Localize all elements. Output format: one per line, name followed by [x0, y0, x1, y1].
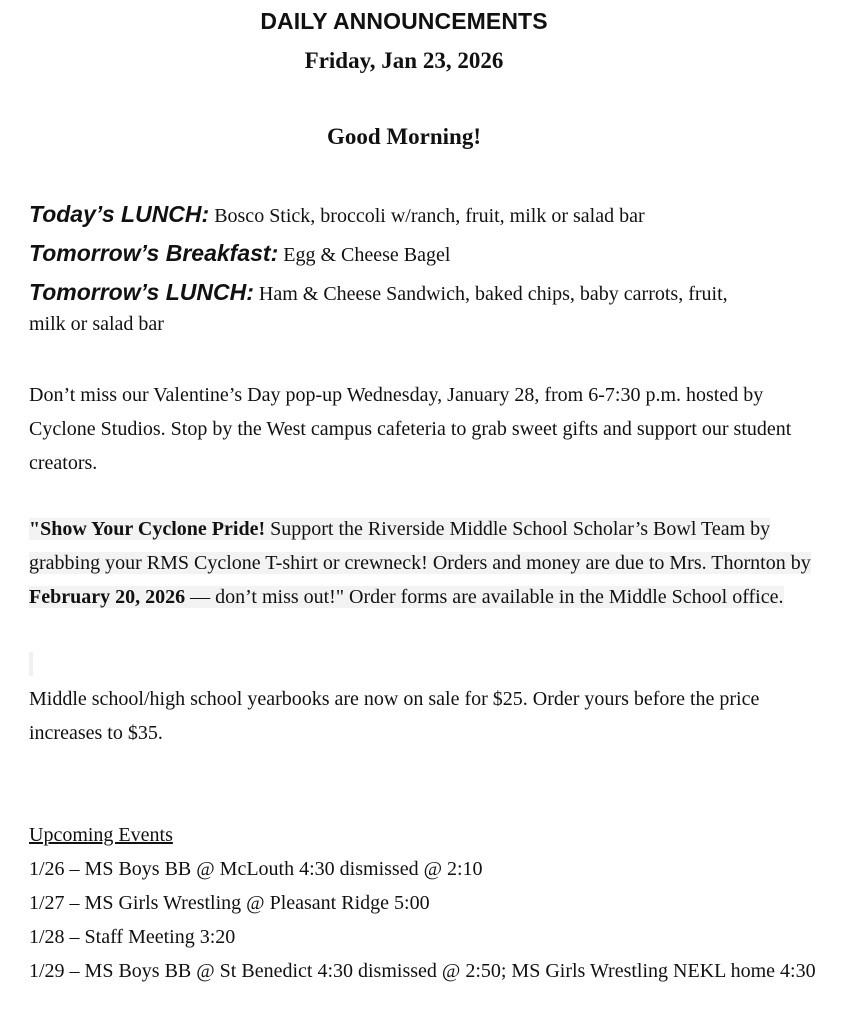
tomorrow-lunch-label: Tomorrow’s LUNCH:: [29, 279, 254, 305]
cyclone-pride-announcement: [29, 512, 829, 614]
event-item: 1/28 – Staff Meeting 3:20: [29, 926, 236, 948]
valentine-announcement: Don’t miss our Valentine’s Day pop-up Wednesday, January 28, from 6-7:30 p.m. hosted by Cyclone Studios. Stop by the West campus cafeteria to grab sweet gifts and support our student creators.: [29, 384, 792, 474]
tomorrow-breakfast-text: Egg & Cheese Bagel: [278, 244, 451, 266]
upcoming-events: [29, 818, 829, 988]
today-lunch-text: Bosco Stick, broccoli w/ranch, fruit, milk or salad bar: [209, 205, 645, 227]
greeting: Good Morning!: [327, 124, 481, 149]
pride-highlight: [29, 518, 811, 608]
tomorrow-lunch-text: Ham & Cheese Sandwich, baked chips, baby carrots, fruit,: [253, 283, 728, 305]
pride-text-1: Support the Riverside Middle School Scholar’s Bowl Team by grabbing your RMS Cyclone T-shirt or crewneck! Orders and money are due to Mrs. Thornton by: [29, 518, 811, 574]
today-lunch-row: [29, 196, 829, 235]
event-item: 1/27 – MS Girls Wrestling @ Pleasant Ridge 5:00: [29, 892, 430, 914]
highlight-remnant: [29, 652, 33, 676]
tomorrow-lunch-continuation: milk or salad bar: [29, 313, 164, 335]
page-title: DAILY ANNOUNCEMENTS: [260, 8, 548, 34]
pride-bold-intro: "Show Your Cyclone Pride!: [29, 518, 266, 540]
event-item: 1/26 – MS Boys BB @ McLouth 4:30 dismissed @ 2:10: [29, 858, 483, 880]
pride-text-2: — don’t miss out!" Order forms are available in the Middle School office.: [185, 586, 784, 608]
announcement-date: Friday, Jan 23, 2026: [304, 48, 504, 73]
tomorrow-breakfast-label: Tomorrow’s Breakfast:: [29, 240, 279, 266]
yearbook-announcement: Middle school/high school yearbooks are now on sale for $25. Order yours before the price increases to $35.: [29, 688, 760, 744]
event-item: 1/29 – MS Boys BB @ St Benedict 4:30 dismissed @ 2:50; MS Girls Wrestling NEKL home 4:30: [29, 960, 816, 982]
today-lunch-label: Today’s LUNCH:: [29, 201, 210, 227]
tomorrow-breakfast-row: [29, 235, 829, 274]
pride-due-date: February 20, 2026: [29, 586, 186, 608]
tomorrow-lunch-row: [29, 274, 829, 313]
menu-section: [29, 196, 829, 339]
events-heading: Upcoming Events: [29, 824, 173, 846]
